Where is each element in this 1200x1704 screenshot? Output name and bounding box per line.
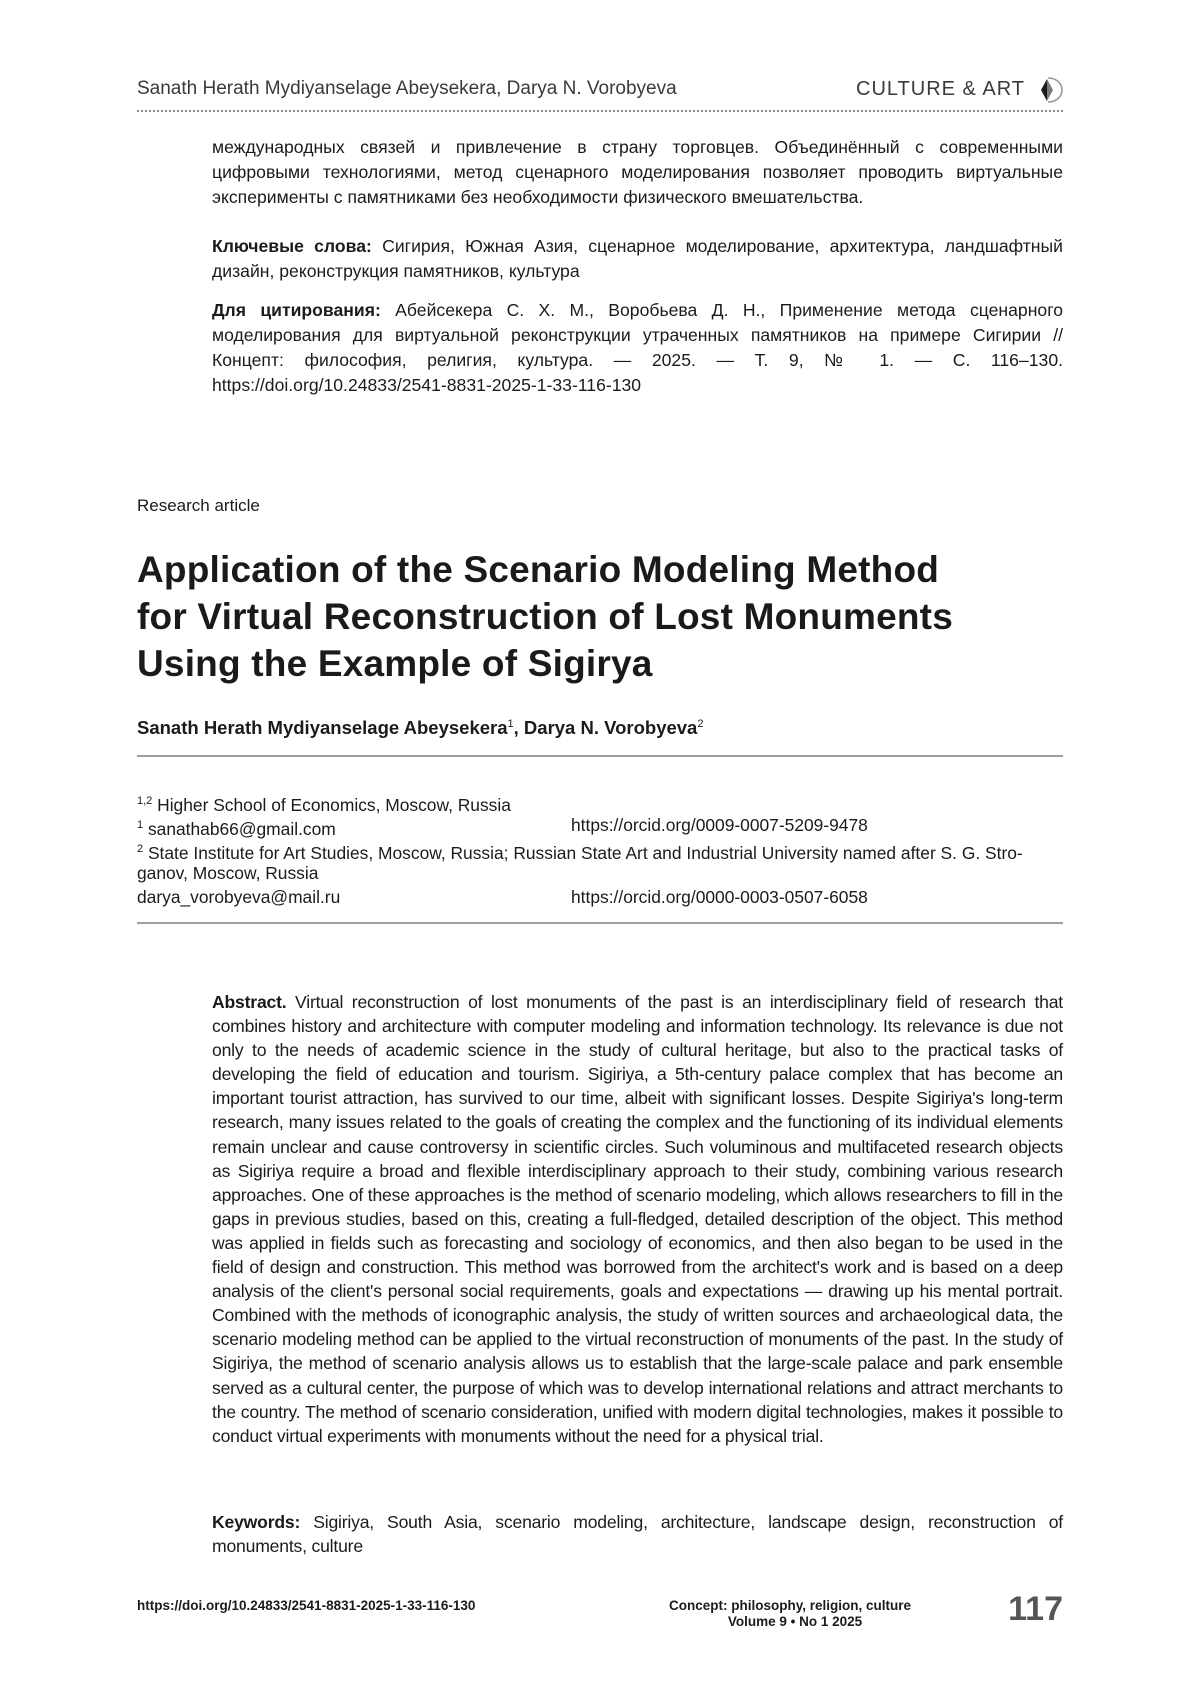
author-affiliation-marker: 1 xyxy=(507,718,514,730)
email-link[interactable]: sanathab66@gmail.com xyxy=(143,819,336,839)
russian-keywords-text: Сигирия, Южная Азия, сценарное моделирование, архитектура, ландшафтный дизайн, реконструкция памятников, культура xyxy=(212,236,1063,281)
abstract-text: Virtual reconstruction of lost monuments of the past is an interdisciplinary field of research that combines history and architecture with computer modeling and information technology. Its relevance is due not only to the needs of academic science in the study of cultural heritage, but also to the practical tasks of developing the field of education and tourism. Sigiriya, a 5th-century palace complex that has become an important tourist attraction, has survived to our time, albeit with significant losses. Despite Sigiriya's long-term research, many issues related to the goals of creating the complex and the functioning of its individual elements remain unclear and cause controversy in scientific circles. Such voluminous and multifaceted research objects as Sigiriya require a broad and flexible interdisciplinary approach to their study, combining various research approaches. One of these approaches is the method of scenario modeling, which allows researchers to fill in the gaps in previous studies, based on this, creating a full-fledged, detailed description of the object. This method was applied in fields such as forecasting and sociology of economics, and then also began to be used in the field of design and construction. This method was borrowed from the architect's work and is based on a deep analysis of the client's personal social requirements, goals and expectations — drawing up his mental portrait. Combined with the methods of iconographic analysis, the study of written sources and archaeological data, the scenario modeling method can be applied to the virtual reconstruction of monuments of the past. In the study of Sigiriya, the method of scenario analysis allows us to establish that the large-scale palace and park ensemble served as a cultural center, the purpose of which was to develop international relations and attract merchants to the country. The method of scenario consideration, unified with modern digital technologies, makes it possible to conduct virtual experiments with monuments without the need for a physical trial. xyxy=(212,992,1063,1446)
culture-art-icon xyxy=(1033,76,1063,104)
affiliation-line-continued: ganov, Moscow, Russia xyxy=(137,863,319,883)
title-line: Application of the Scenario Modeling Method xyxy=(137,549,940,590)
email-link[interactable]: darya_vorobyeva@mail.ru xyxy=(137,887,341,907)
article-title xyxy=(137,546,1017,687)
russian-citation-paragraph xyxy=(212,298,1063,398)
russian-keywords-paragraph xyxy=(212,234,1063,284)
russian-keywords xyxy=(212,234,1063,284)
footer-doi-link[interactable]: https://doi.org/10.24833/2541-8831-2025-1-33-116-130 xyxy=(137,1598,476,1613)
keywords xyxy=(212,1510,1063,1558)
russian-citation-label: Для цитирования: xyxy=(212,300,381,320)
abstract xyxy=(212,990,1063,1448)
keywords-text: Sigiriya, South Asia, scenario modeling, architecture, landscape design, reconstruction of monuments, culture xyxy=(212,1512,1063,1556)
title-line: Using the Example of Sigirya xyxy=(137,643,653,684)
affiliation-marker: 1,2 xyxy=(137,795,153,807)
journal-name: Concept: philosophy, religion, culture xyxy=(668,1598,911,1613)
page-number: 117 xyxy=(1008,1590,1063,1628)
running-header-authors: Sanath Herath Mydiyanselage Abeysekera, Darya N. Vorobyeva xyxy=(137,78,677,99)
orcid-link[interactable]: https://orcid.org/0000-0003-0507-6058 xyxy=(571,887,868,907)
russian-citation xyxy=(212,298,1063,398)
abstract-label: Abstract. xyxy=(212,992,287,1012)
section-label: CULTURE & ART xyxy=(856,78,1025,100)
author-affiliation-marker: 2 xyxy=(697,718,704,730)
title-line: for Virtual Reconstruction of Lost Monuments xyxy=(137,596,953,637)
affiliation-text: Higher School of Economics, Moscow, Russia xyxy=(152,795,511,815)
affiliation-marker: 2 xyxy=(137,843,144,855)
footer-journal xyxy=(660,1598,920,1630)
russian-abstract-ending xyxy=(212,135,1063,210)
keywords-label: Keywords: xyxy=(212,1512,301,1532)
author-line xyxy=(137,717,1063,757)
russian-citation-text: Абейсекера С. Х. М., Воробьева Д. Н., Применение метода сценарного моделирования для виртуальной реконструкции утраченных памятников на примере Сигирии // Концепт: философия, религия, культура. — 2025. — Т. 9, № 1. — С. 116–130. https://doi.org/10.24833/2541-8831-2025-1-33-116-130 xyxy=(212,300,1064,395)
affiliation-text: State Institute for Art Studies, Moscow, Russia; Russian State Art and Industrial University named after S. G. Stro- xyxy=(143,843,1023,863)
russian-abstract-text: международных связей и привлечение в страну торговцев. Объединённый с современными цифровыми технологиями, метод сценарного моделирования позволяет проводить виртуальные эксперименты с памятниками без необходимости физического вмешательства. xyxy=(212,137,1063,207)
affiliation-marker: 1 xyxy=(137,819,144,831)
russian-keywords-label: Ключевые слова: xyxy=(212,236,372,256)
affiliation-divider xyxy=(137,922,1063,924)
author-name: Sanath Herath Mydiyanselage Abeysekera xyxy=(137,717,508,738)
author-name: Darya N. Vorobyeva xyxy=(523,717,698,738)
article-type: Research article xyxy=(137,496,260,515)
orcid-link[interactable]: https://orcid.org/0009-0007-5209-9478 xyxy=(571,815,868,835)
journal-volume: Volume 9 • No 1 2025 xyxy=(727,1614,863,1629)
author-separator: , xyxy=(513,717,524,738)
running-header xyxy=(137,76,1063,112)
